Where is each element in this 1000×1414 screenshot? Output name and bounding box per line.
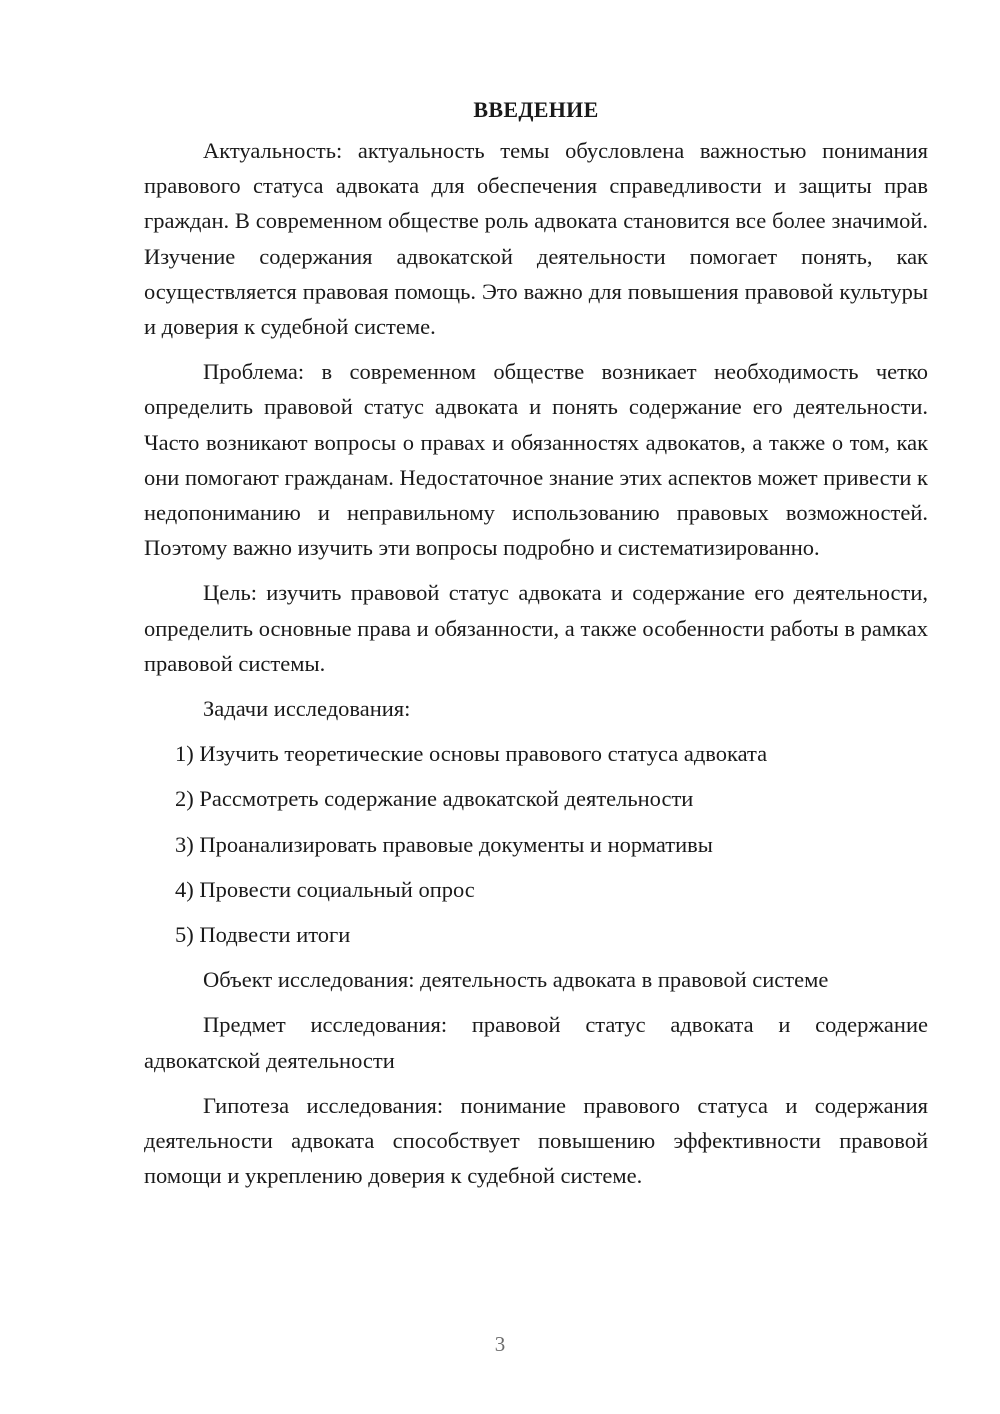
problem-paragraph: Проблема: в современном обществе возникает необходимость четко определить правовой статус адвоката и понять содержание его деятельности. Часто возникают вопросы о правах и обязанностях адвокатов, а также о том, как они помогают гражданам. Недостаточное знание этих аспектов может привести к недопониманию и неправильному использованию правовых возможностей. Поэтому важно изучить эти вопросы подробно и систематизированно.	[144, 359, 928, 561]
task-item: 5) Подвести итоги	[175, 922, 351, 948]
goal-paragraph: Цель: изучить правовой статус адвоката и содержание его деятельности, определить основные права и обязанности, а также особенности работы в рамках правовой системы.	[144, 580, 928, 676]
task-item: 2) Рассмотреть содержание адвокатской деятельности	[175, 786, 694, 812]
task-item: 4) Провести социальный опрос	[175, 876, 475, 902]
tasks-list	[144, 736, 928, 952]
task-item: 1) Изучить теоретические основы правового статуса адвоката	[175, 741, 768, 767]
subject-paragraph: Предмет исследования: правовой статус адвоката и содержание адвокатской деятельности	[144, 1012, 928, 1073]
relevance-paragraph: Актуальность: актуальность темы обусловлена важностью понимания правового статуса адвоката для обеспечения справедливости и защиты прав граждан. В современном обществе роль адвоката становится все более значимой. Изучение содержания адвокатской деятельности помогает понять, как осуществляется правовая помощь. Это важно для повышения правовой культуры и доверия к судебной системе.	[144, 138, 928, 340]
object-paragraph: Объект исследования: деятельность адвоката в правовой системе	[203, 967, 829, 993]
task-item: 3) Проанализировать правовые документы и нормативы	[175, 831, 713, 857]
page-number: 3	[494, 1332, 506, 1356]
page-title: ВВЕДЕНИЕ	[473, 97, 599, 122]
document-page	[144, 92, 928, 1203]
tasks-heading: Задачи исследования:	[203, 696, 411, 722]
hypothesis-paragraph: Гипотеза исследования: понимание правового статуса и содержания деятельности адвоката способствует повышению эффективности правовой помощи и укреплению доверия к судебной системе.	[144, 1092, 928, 1189]
